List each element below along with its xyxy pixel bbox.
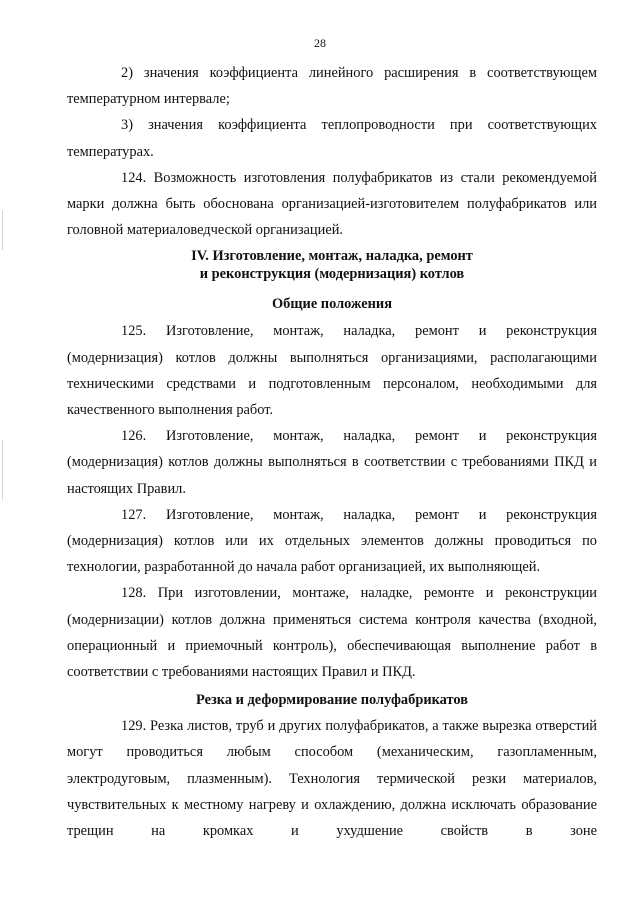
clause-paragraph: 124. Возможность изготовления полуфабрикатов из стали рекомендуемой марки должна быть обоснована организацией-изготовителем полуфабрикатов или головной материаловедческой организацией. — [67, 169, 597, 239]
chapter-title-line: и реконструкция (модернизация) котлов — [199, 266, 465, 283]
clause-paragraph: 126. Изготовление, монтаж, наладка, ремонт и реконструкция (модернизация) котлов должны выполняться в соответствии с требованиями ПКД и настоящих Правил. — [67, 428, 597, 497]
chapter-title-line: IV. Изготовление, монтаж, наладка, ремонт — [191, 248, 473, 265]
clause-paragraph: 129. Резка листов, труб и других полуфабрикатов, а также вырезка отверстий могут проводиться любым способом (механическим, газопламенным, электродуговым, плазменным). Технология термической резки материалов, чувствительных к местному нагреву и охлаждению, должна исключать образование трещин на кромках и ухудшение свойств в зоне — [67, 718, 597, 840]
list-item-paragraph: 3) значения коэффициента теплопроводности при соответствующих температурах. — [67, 117, 597, 160]
chapter-heading — [67, 243, 597, 289]
section-title: Резка и деформирование полуфабрикатов — [195, 692, 468, 709]
document-body — [67, 60, 597, 844]
margin-scan-mark — [2, 440, 3, 500]
list-item-paragraph: 2) значения коэффициента линейного расширения в соответствующем температурном интервале; — [67, 65, 597, 108]
page-number: 28 — [314, 36, 326, 50]
margin-scan-mark — [2, 210, 3, 250]
section-title: Общие положения — [271, 296, 393, 313]
section-heading — [67, 289, 597, 318]
clause-paragraph: 128. При изготовлении, монтаже, наладке, ремонте и реконструкции (модернизации) котлов должна применяться система контроля качества (входной, операционный и приемочный контроль), обеспечивающая выполнение работ в соответствии с требованиями настоящих Правил и ПКД. — [67, 585, 597, 681]
clause-paragraph: 127. Изготовление, монтаж, наладка, ремонт и реконструкция (модернизация) котлов или их отдельных элементов должны проводиться по технологии, разработанной до начала работ организацией, их выполняющей. — [67, 506, 597, 576]
clause-paragraph: 125. Изготовление, монтаж, наладка, ремонт и реконструкция (модернизация) котлов должны выполняться организациями, располагающими техническими средствами и подготовленным персоналом, необходимыми для качественного выполнения работ. — [67, 323, 597, 419]
section-heading — [67, 685, 597, 713]
